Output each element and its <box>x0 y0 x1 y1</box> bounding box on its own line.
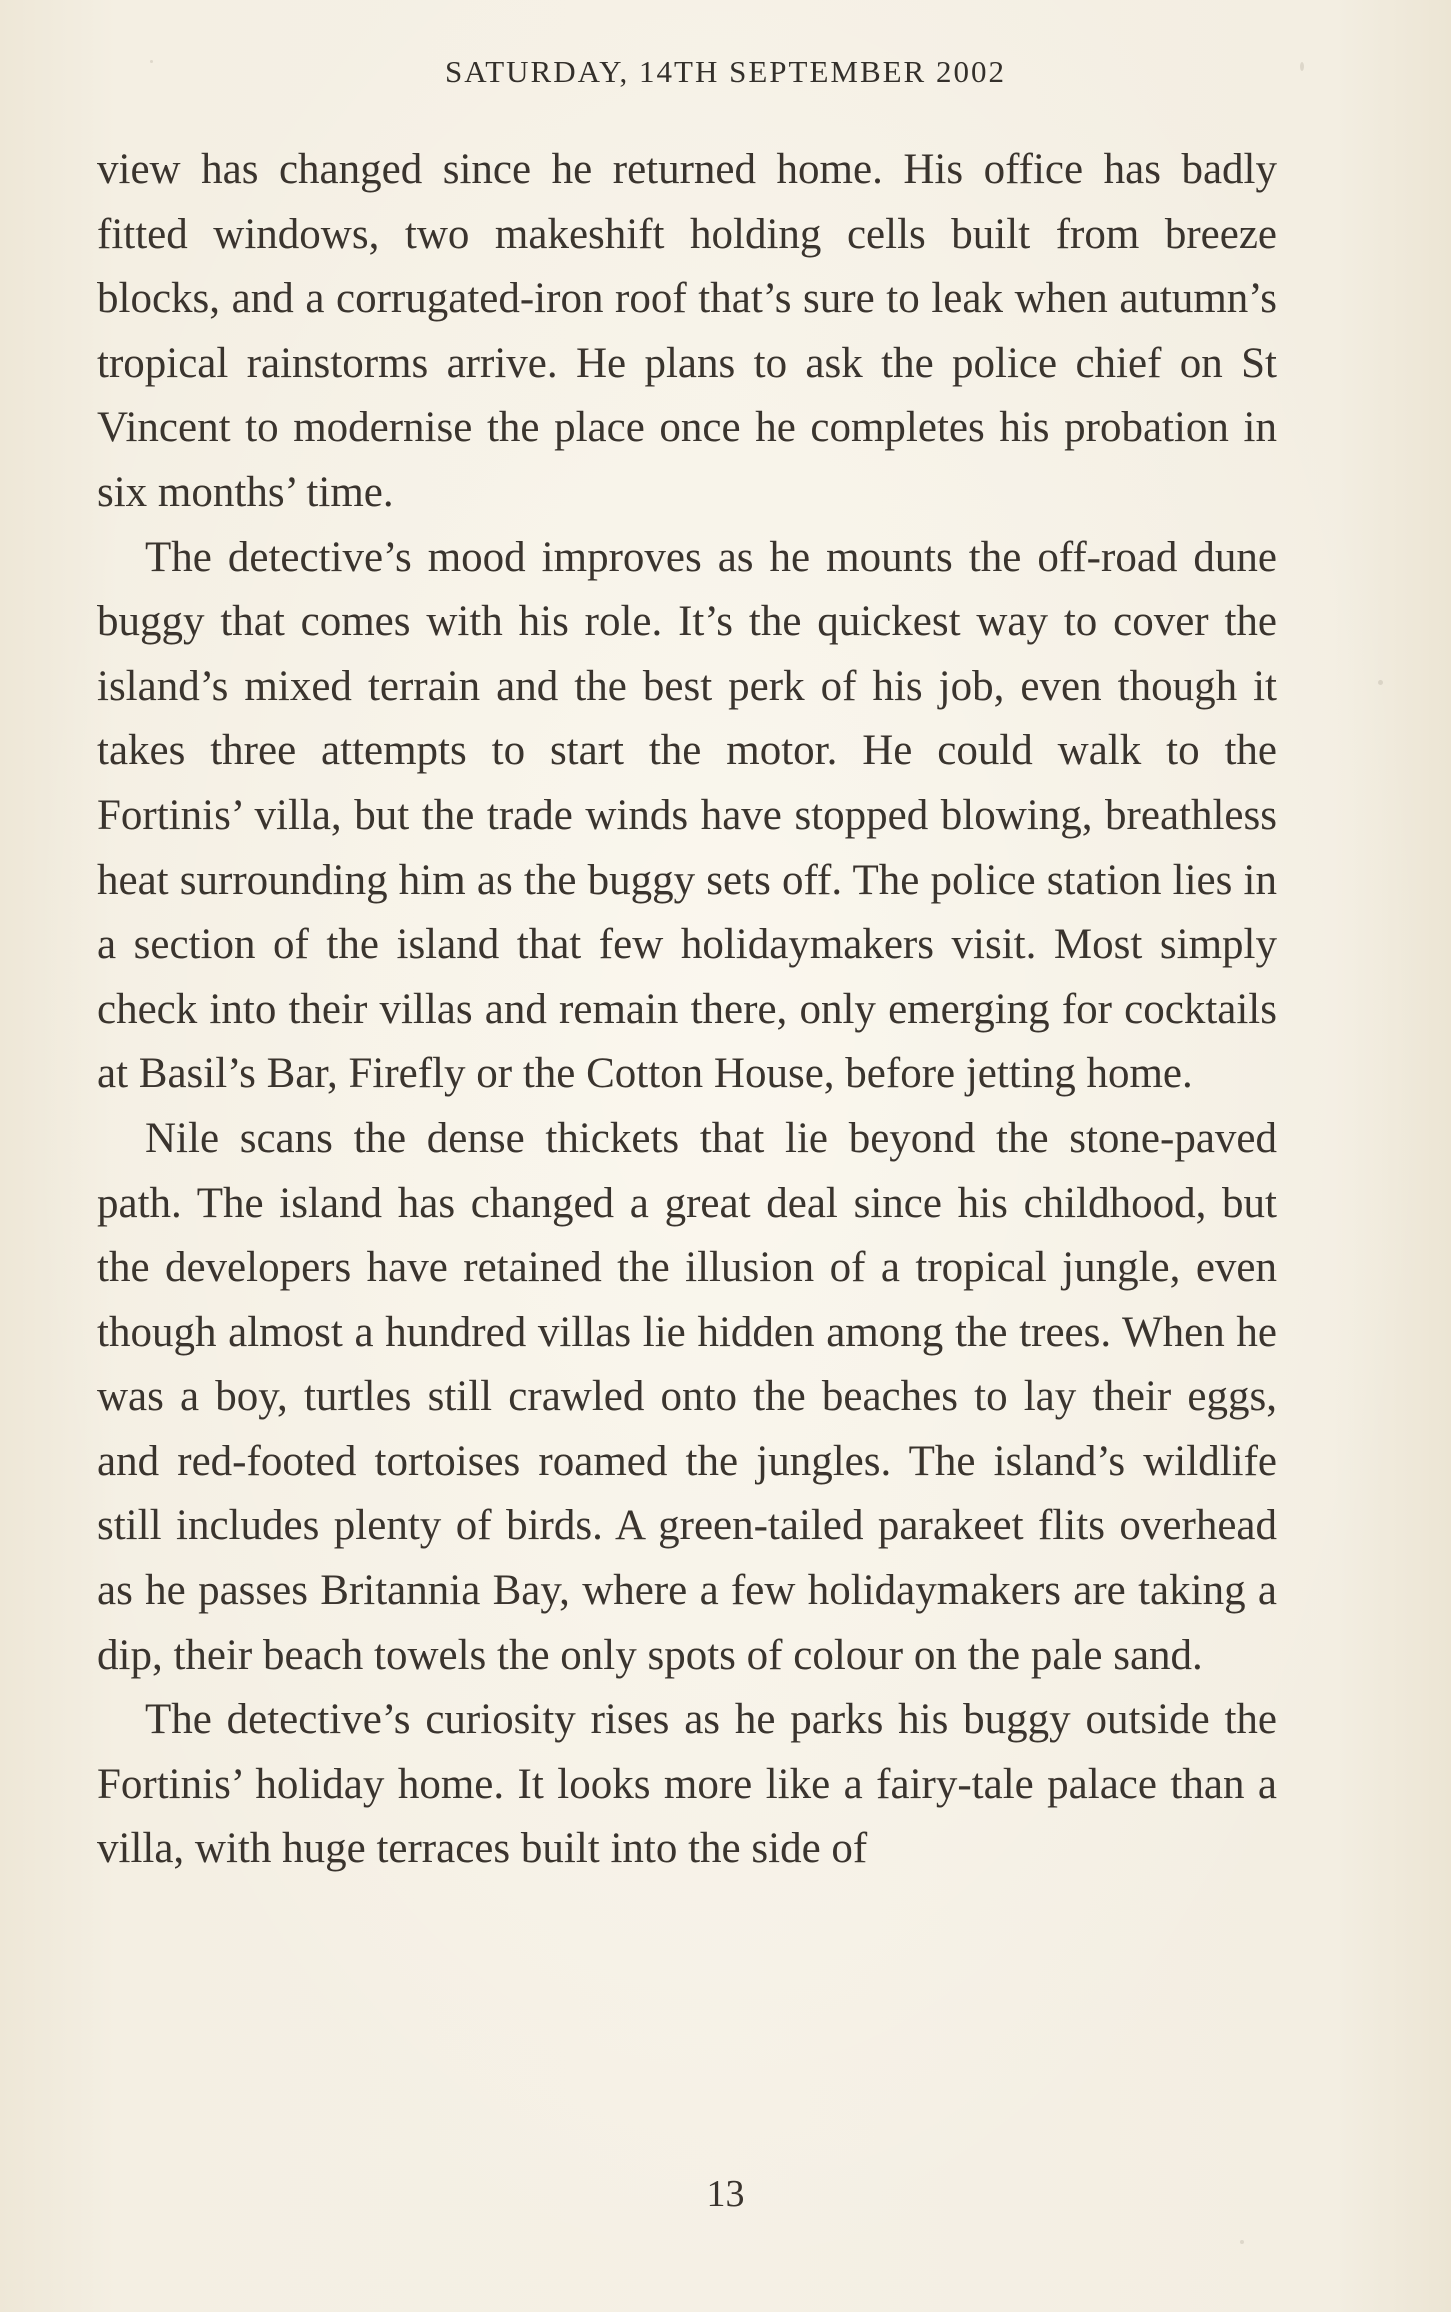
body-text <box>97 138 1277 1882</box>
paper-speck <box>1240 2240 1244 2244</box>
paper-speck <box>1378 680 1383 685</box>
paragraph-4: The detective’s curiosity rises as he parks his buggy outside the Fortinis’ holiday home. It looks more like a fairy-tale palace than a villa, with huge terraces built into the side of <box>97 1696 1277 1873</box>
paragraph-2: The detective’s mood improves as he mounts the off-road dune buggy that comes with his role. It’s the quickest way to cover the island’s mixed terrain and the best perk of his job, even though it takes three attempts to start the motor. He could walk to the Fortinis’ villa, but the trade winds have stopped blowing, breathless heat surrounding him as the buggy sets off. The police station lies in a section of the island that few holidaymakers visit. Most simply check into their villas and remain there, only emerging for cocktails at Basil’s Bar, Firefly or the Cotton House, before jetting home. <box>97 533 1277 1098</box>
running-head: SATURDAY, 14TH SEPTEMBER 2002 <box>445 54 1006 89</box>
page-number: 13 <box>706 2173 745 2215</box>
paragraph-3: Nile scans the dense thickets that lie beyond the stone-paved path. The island has changed a great deal since his childhood, but the developers have retained the illusion of a tropical jungle, even though almost a hundred villas lie hidden among the trees. When he was a boy, turtles still crawled onto the beaches to lay their eggs, and red-footed tortoises roamed the jungles. The island’s wildlife still includes plenty of birds. A green-tailed parakeet flits overhead as he passes Britannia Bay, where a few holidaymakers are taking a dip, their beach towels the only spots of colour on the pale sand. <box>97 1114 1277 1679</box>
paragraph-1: view has changed since he returned home. His office has badly fitted windows, two makeshift holding cells built from breeze blocks, and a corrugated-iron roof that’s sure to leak when autumn’s tropical rainstorms arrive. He plans to ask the police chief on St Vincent to modernise the place once he completes his probation in six months’ time. <box>97 146 1277 516</box>
